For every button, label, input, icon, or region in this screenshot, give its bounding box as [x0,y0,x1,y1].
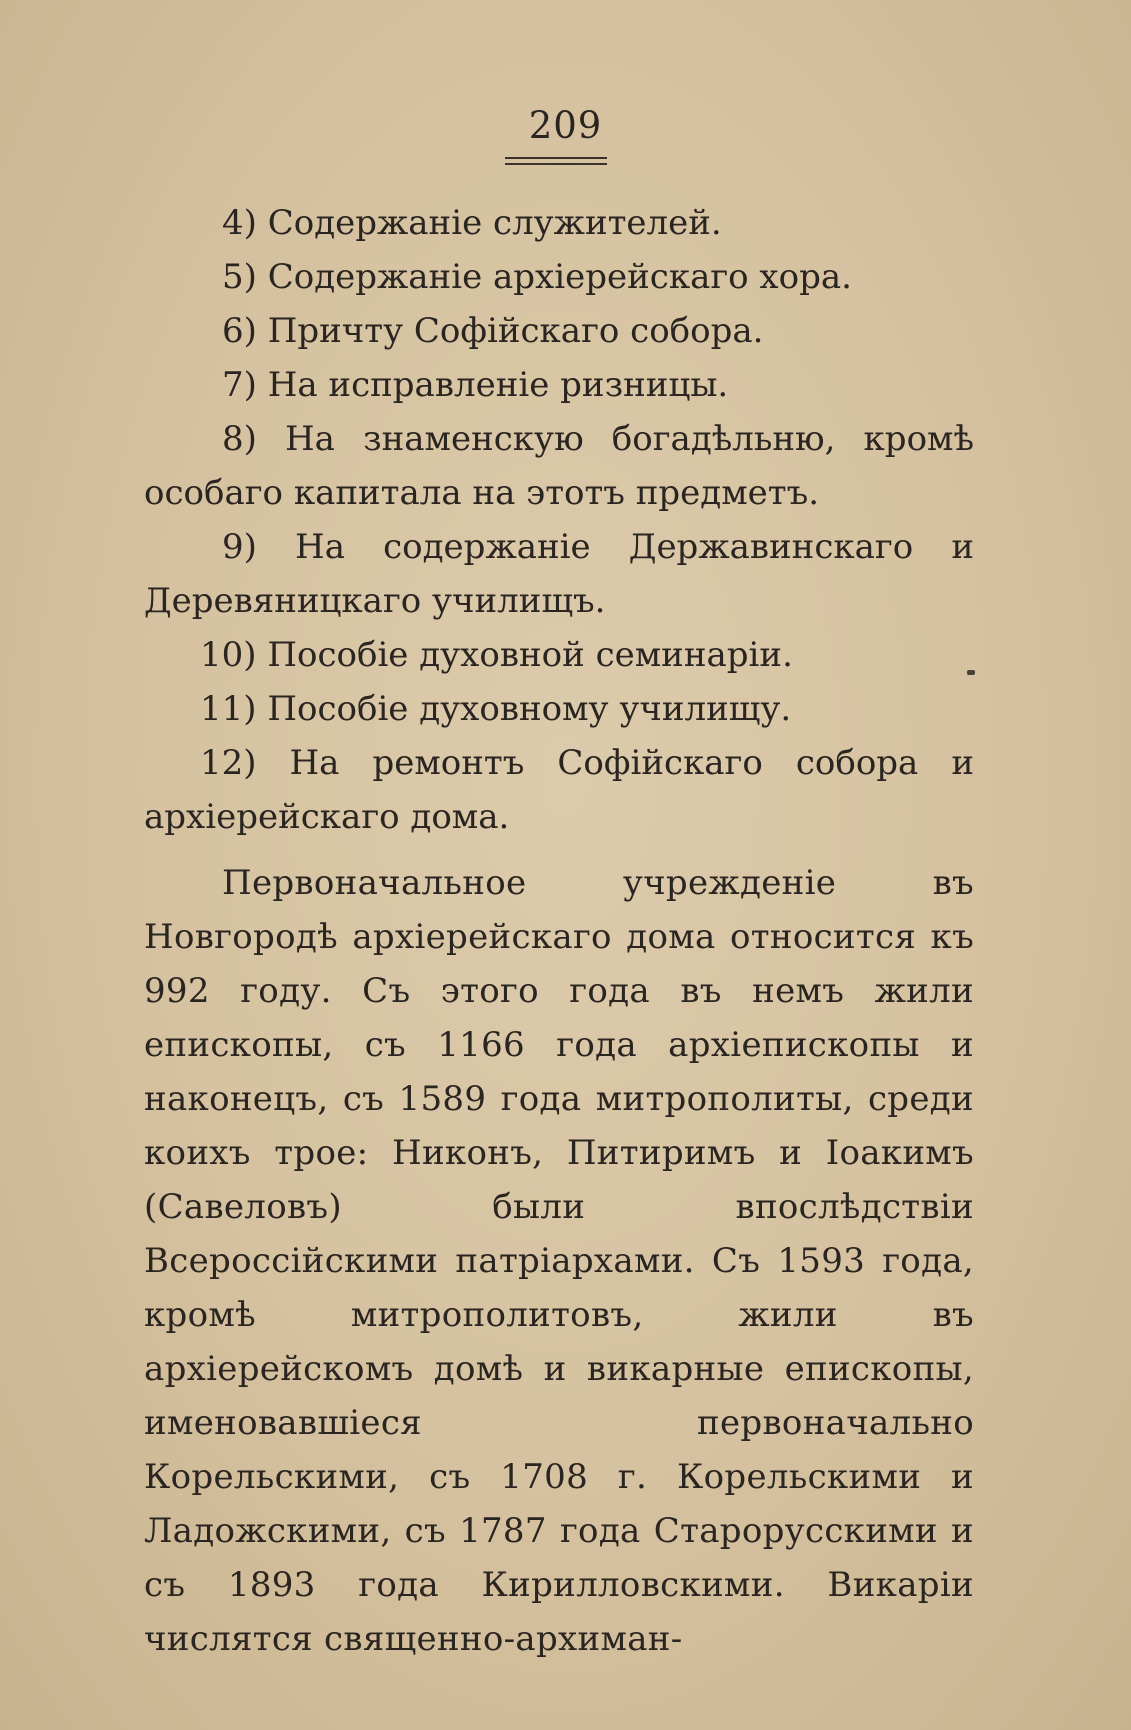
page-number: 209 [528,104,603,147]
ink-mark [967,670,975,675]
list-item: 4) Содержаніе служителей. [222,203,722,243]
list-item: 9) На содержаніе Державинскаго и Деревяницкаго училищъ. [144,527,974,621]
list-item: 6) Причту Софійскаго собора. [222,311,764,351]
header-rule-bottom [505,163,607,165]
list-item: 12) На ремонтъ Софійскаго собора и архіерейскаго дома. [144,743,974,837]
list-item: 5) Содержаніе архіерейскаго хора. [222,257,852,297]
page-body [144,196,974,1666]
list-item: 10) Пособіе духовной семинаріи. [200,635,793,675]
body-paragraph: Первоначальное учрежденіе въ Новгородѣ архіерейскаго дома относится къ 992 году. Съ этого года въ немъ жили епископы, съ 1166 года архіепископы и наконецъ, съ 1589 года митрополиты, среди коихъ трое: Никонъ, Питиримъ и Іоакимъ (Савеловъ) были впослѣдствіи Всероссійскими патріархами. Съ 1593 года, кромѣ митрополитовъ, жили въ архіерейскомъ домѣ и викарные епископы, именовавшіеся первоначально Корельскими, съ 1708 г. Корельскими и Ладожскими, съ 1787 года Старорусскими и съ 1893 года Кирилловскими. Викаріи числятся священно-архиман- [144,863,974,1659]
header-rule-top [505,157,607,159]
list-item: 7) На исправленіе ризницы. [222,365,729,405]
list-item: 11) Пособіе духовному училищу. [200,689,792,729]
list-item: 8) На знаменскую богадѣльню, кромѣ особаго капитала на этотъ предметъ. [144,419,974,513]
